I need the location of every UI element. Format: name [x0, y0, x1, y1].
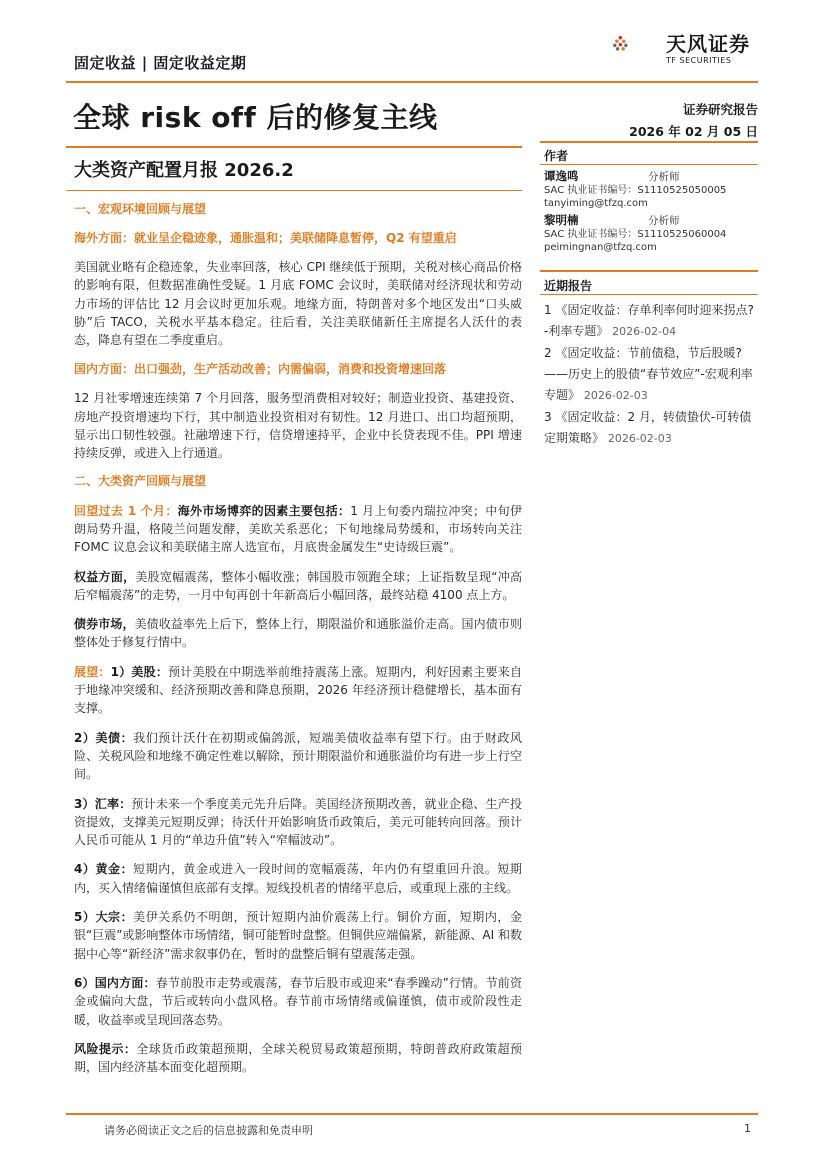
recent-report-date: 2026-02-03 — [583, 389, 648, 402]
subsection-heading: 海外方面：就业呈企稳迹象，通胀温和；美联储降息暂停，Q2 有望重启 — [74, 231, 457, 245]
section-heading: 一、宏观环境回顾与展望 — [74, 202, 207, 216]
authors-heading: 作者 — [544, 149, 569, 163]
paragraph-lead: 4）黄金： — [74, 862, 134, 877]
paragraph-text: 短期内，黄金或进入一段时间的宽幅震荡，年内仍有望重回升浪。短期内，买入情绪偏谨慎但底部有支撑。短线投机者的情绪平息后，或重现上涨的主线。 — [74, 862, 522, 895]
paragraph-text: 1 月上旬委内瑞拉冲突；中旬伊朗局势升温，格陵兰问题发酵，美欧关系恶化；下旬地缘局势缓和，市场转向关注 FOMC 议息会议和美联储主席人选宣布，月底贵金属发生“史诗级巨震”。 — [74, 503, 522, 555]
header-divider — [66, 81, 758, 83]
paragraph-text: 全球货币政策超预期，全球关税贸易政策超预期，特朗普政府政策超预期，国内经济基本面变化超预期。 — [74, 1041, 522, 1075]
author-name: 谭逸鸣 — [544, 169, 579, 183]
paragraph — [74, 615, 522, 652]
paragraph-text: 美伊关系仍不明朗，预计短期内油价震荡上行。铜价方面，短期内，金银“巨震”或影响整体市场情绪，铜可能暂时盘整。但铜供应端偏紧，新能源、AI 和数据中心等“新经济”需求叙事仍在，暂时的盘整后铜有望震荡走强。 — [74, 910, 522, 961]
recent-report-date: 2026-02-04 — [612, 325, 677, 338]
paragraph-text: 预计美股在中期选举前维持震荡上涨。短期内，利好因素主要来自于地缘冲突缓和、经济预期改善和降息预期，2026 年经济预计稳健增长，基本面有支撑。 — [74, 664, 522, 716]
tf-logo-icon — [612, 14, 664, 74]
author-sac: SAC 执业证书编号：S1110525060004 — [544, 229, 727, 240]
report-title: 全球 risk off 后的修复主线 — [73, 101, 438, 134]
page-number: 1 — [744, 1122, 751, 1135]
paragraph-text: 我们预计沃什在初期或偏鸽派，短端美债收益率有望下行。由于财政风险、关税风险和地缘不确定性难以解除，预计期限溢价和通胀溢价均有进一步上行空间。 — [74, 730, 522, 782]
report-subtitle: 大类资产配置月报 2026.2 — [74, 160, 294, 181]
author-role: 分析师 — [648, 215, 680, 227]
recent-reports-heading: 近期报告 — [544, 279, 593, 293]
paragraph — [74, 974, 522, 1029]
paragraph-lead: 回望过去 1 个月： — [74, 503, 178, 518]
recent-report-item[interactable] — [544, 407, 758, 449]
title-divider — [66, 146, 522, 148]
report-type: 证券研究报告 — [682, 102, 758, 117]
paragraph-text: 美股宽幅震荡，整体小幅收涨；韩国股市领跑全球；上证指数呈现“冲高后窄幅震荡”的走势，一月中旬再创十年新高后小幅回落，最终站稳 4100 点上方。 — [74, 569, 522, 602]
paragraph-text: 春节前股市走势或震荡，春节后股市或迎来“春季躁动”行情。节前资金或偏向大盘，节后或转向小盘风格。春节前市场情绪或偏谨慎，债市或阶段性走暖，收益率或呈现回落态势。 — [74, 975, 522, 1027]
paragraph-lead: 债券市场， — [74, 617, 135, 632]
author-role: 分析师 — [648, 171, 680, 183]
authors-divider — [540, 164, 758, 165]
disclaimer-note[interactable]: 请务必阅读正文之后的信息披露和免责申明 — [104, 1124, 313, 1137]
report-series: 固定收益 | 固定收益定期 — [74, 54, 247, 72]
subtitle-divider — [66, 190, 522, 191]
paragraph-lead: 5）大宗： — [74, 910, 134, 925]
recent-report-title: 3 《固定收益：2 月，转债蛰伏-可转债定期策略》 — [544, 410, 752, 445]
paragraph — [74, 568, 522, 605]
paragraph — [74, 795, 522, 850]
author-email[interactable]: tanyiming@tfzq.com — [544, 198, 648, 209]
author-card — [544, 170, 758, 210]
author-name: 黎明楠 — [544, 213, 579, 227]
recent-divider — [540, 294, 758, 295]
section-heading: 二、大类资产回顾与展望 — [74, 473, 207, 488]
recent-report-date: 2026-02-03 — [607, 432, 672, 445]
meta-divider — [540, 141, 758, 143]
paragraph: 美国就业略有企稳迹象，失业率回落，核心 CPI 继续低于预期，关税对核心商品价格的影响有限，但数据准确性受疑。1 月底 FOMC 会议时，美联储对经济现状和劳动力市场的评估比 12 月会议时更加乐观。地缘方面，特朗普对多个地区发出“口头威胁”后 TACO，关税水平基本稳定。往后看，关注美联储新任主席提名人沃什的表态，降息有望在二季度重启。 — [74, 260, 522, 348]
subsection-heading: 国内方面：出口强劲，生产活动改善；内需偏弱，消费和投资增速回落 — [74, 362, 447, 377]
recent-report-title: 1 《固定收益：存单利率何时迎来拐点? -利率专题》 — [544, 303, 754, 338]
paragraph-lead: 2）美债： — [74, 730, 134, 745]
report-date: 2026 年 02 月 05 日 — [629, 124, 758, 139]
paragraph-lead: 1）美股： — [110, 664, 169, 679]
recent-report-item[interactable] — [544, 343, 758, 406]
paragraph-lead: 3）汇率： — [74, 796, 132, 811]
paragraph-text: 美债收益率先上后下，整体上行，期限溢价和通胀溢价走高。国内债市则整体处于修复行情中。 — [74, 617, 522, 650]
risk-warning — [74, 1040, 522, 1077]
paragraph-lead: 权益方面， — [74, 569, 136, 584]
recent-reports-list — [544, 300, 758, 450]
logo-text: 天风证券 — [666, 32, 750, 56]
author-email[interactable]: peimingnan@tfzq.com — [544, 242, 657, 253]
paragraph — [74, 663, 522, 718]
paragraph-text: 预计未来一个季度美元先升后降。美国经济预期改善，就业企稳、生产投资提效，支撑美元短期反弹；待沃什开始影响货币政策后，美元可能转向回落。预计人民币可能从 1 月的“单边升值”转入“窄幅波动”。 — [74, 796, 522, 848]
paragraph: 12 月社零增速连续第 7 个月回落，服务型消费相对较好；制造业投资、基建投资、房地产投资增速均下行，其中制造业投资相对有韧性。12 月进口、出口均超预期，显示出口韧性较强。社融增速下行，信贷增速持平，企业中长贷表现不佳。PPI 增速持续反弹，或进入上行通道。 — [74, 391, 522, 461]
paragraph — [74, 860, 522, 897]
paragraph — [74, 729, 522, 784]
paragraph — [74, 908, 522, 963]
recent-report-item[interactable] — [544, 300, 758, 342]
paragraph-lead: 海外市场博弈的因素主要包括： — [177, 503, 351, 518]
logo-text-en: TF SECURITIES — [666, 56, 732, 65]
paragraph — [74, 502, 522, 557]
paragraph-lead: 风险提示： — [74, 1041, 137, 1056]
paragraph-lead: 6）国内方面： — [74, 975, 156, 990]
author-card — [544, 214, 758, 254]
author-sac: SAC 执业证书编号：S1110525050005 — [544, 185, 727, 196]
paragraph-lead: 展望： — [74, 664, 111, 679]
footer-divider — [66, 1113, 758, 1115]
recent-divider-top — [540, 270, 758, 272]
main-content — [74, 197, 522, 1076]
recent-report-title: 2 《固定收益：节前债稳，节后股暖? ——历史上的股债“春节效应”-宏观利率专题》 — [544, 346, 753, 402]
